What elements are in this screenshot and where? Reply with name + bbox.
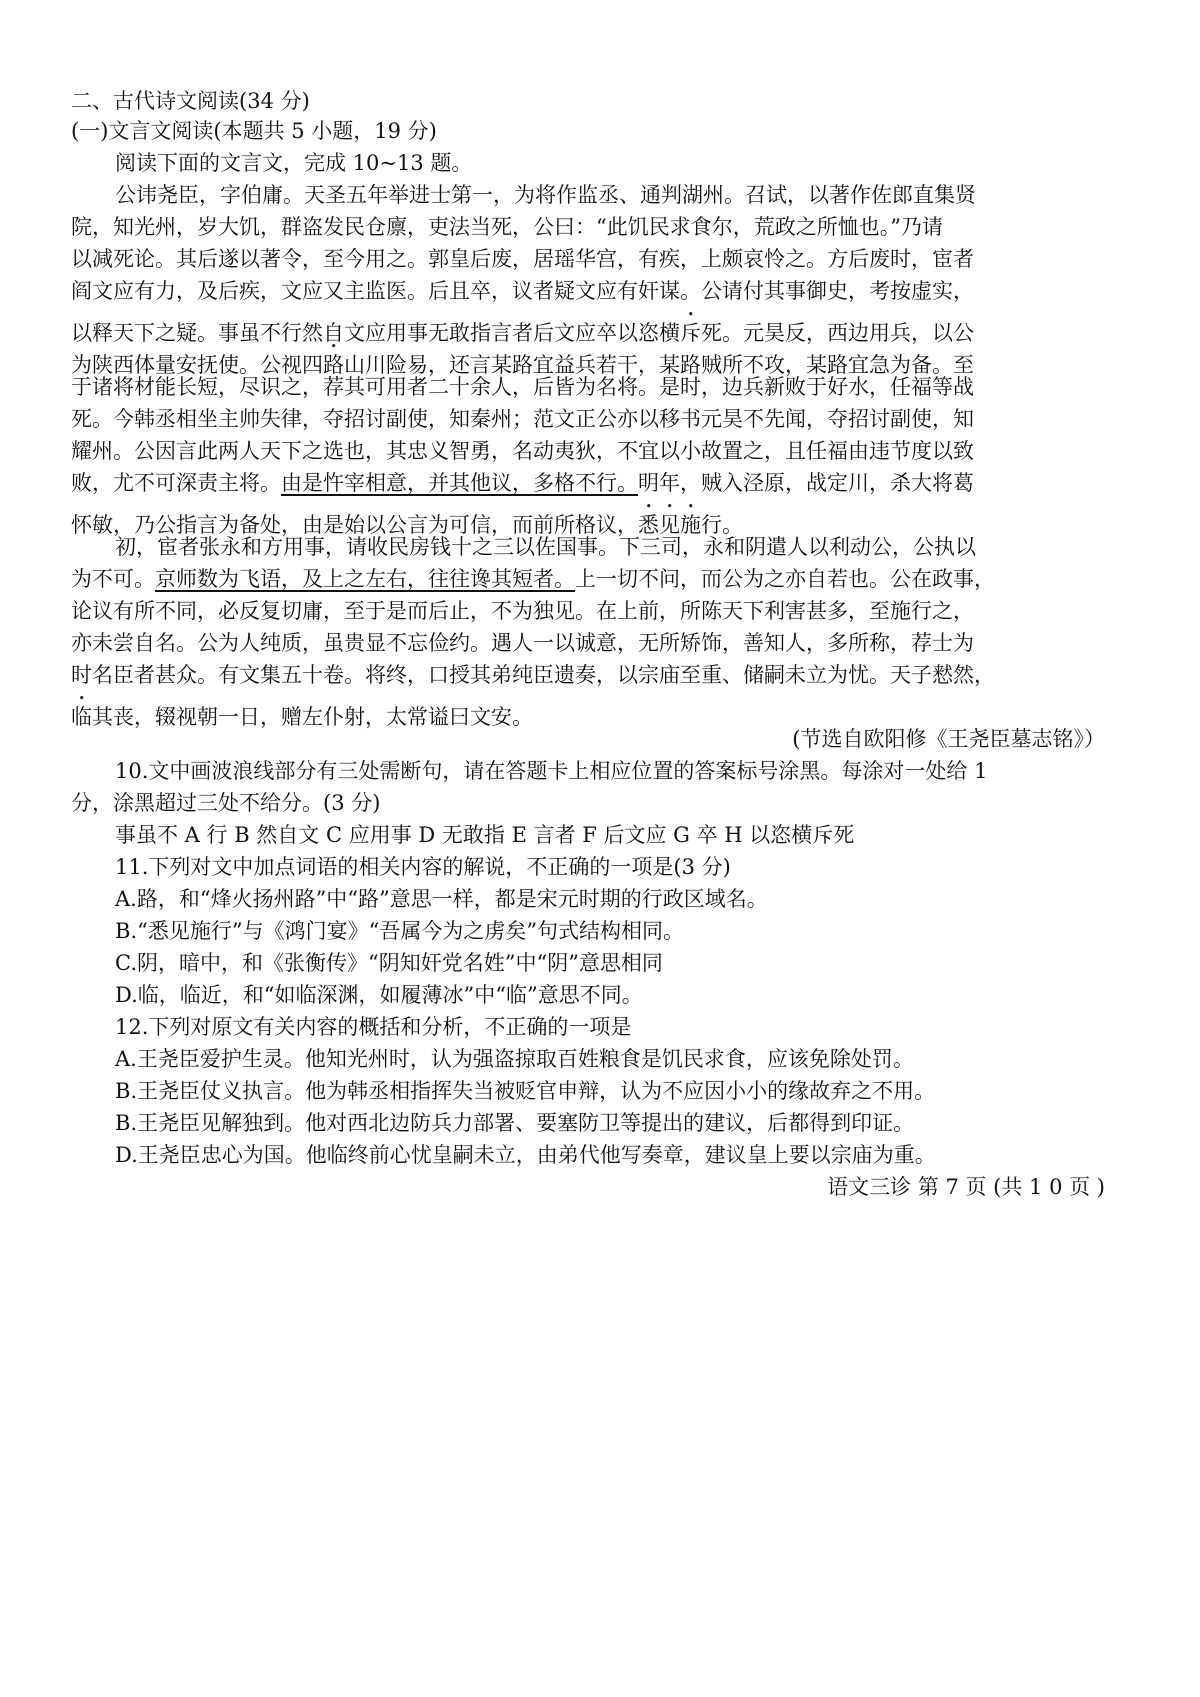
passage-line: 初，宦者张永和方用事，请收民房钱十之三以佐国事。下三司，永和阴遣人以利动公，公执以 [115,535,976,559]
option-d: D.临，临近，和“如临深渊，如履薄冰”中“临”意思不同。 [115,983,643,1007]
passage-line: 公讳尧臣，字伯庸。天圣五年举进士第一，为将作监丞、通判湖州。召试，以著作佐郎直集贤 [115,183,976,207]
passage-line: 论议有所不同，必反复切庸，至于是而后止，不为独见。在上前，所陈天下利害甚多，至施行之， [71,599,974,623]
question-stem: 分，涂黑超过三处不给分。(3 分) [71,791,381,815]
subsection-title: (一)文言文阅读(本题共 5 小题，19 分) [71,119,437,143]
option-c: B.王尧臣见解独到。他对西北边防兵力部署、要塞防卫等提出的建议，后都得到印证。 [115,1111,915,1135]
passage-line: 临其丧，辍视朝一日，赠左仆射，太常谥曰文安。 [71,705,533,729]
question-stem: 11.下列对文中加点词语的相关内容的解说，不正确的一项是(3 分) [115,855,731,879]
page-footer: 语文三诊 第 7 页 (共 1 0 页 ) [827,1175,1105,1199]
wavy-line-sentence: 以释天下之疑。事虽不行然自文应用事无敢指言者后文应卒以恣横 [71,321,680,345]
source-citation: (节选自欧阳修《王尧臣墓志铭》） [792,727,1105,751]
passage-line: 死。今韩丞相坐主帅失律，夺招讨副使，知秦州；范文正公亦以移书元昊不先闻，夺招讨副使，知 [71,407,974,431]
instruction: 阅读下面的文言文，完成 10~13 题。 [115,151,473,175]
passage-line: 于诸将材能长短，尽识之，荐其可用者二十余人，后皆为名将。是时，边兵新败于好水，任福等战 [71,375,974,399]
passage-line: 怀敏，乃公指言为备处，由是始以公言为可信，而前所格议，悉见施行。 [71,513,743,537]
passage-line: 以释天下之疑。事虽不行然自文应用事无敢指言者后文应卒以恣横斥死。元昊反，西边用兵，以公 [71,321,974,345]
passage-line: 阎文应有力，及后疾，文应又主监医。后且卒，议者疑文应有奸谋。公请付其事御史，考按虚实， [71,279,974,303]
underlined-sentence: 京师数为飞语，及上之左右，往往谗其短者。 [155,567,575,591]
underlined-sentence: 由是忤宰相意，并其他议，多格不行。 [281,471,638,495]
question-options: 事虽不 A 行 B 然自文 C 应用事 D 无敢指 E 言者 F 后文应 G 卒 H 以恣横斥死 [115,823,855,847]
question-stem: 12.下列对原文有关内容的概括和分析，不正确的一项是 [115,1015,632,1039]
dotted-word: 路 [323,353,344,377]
passage-line: 为陕西体量安抚使。公视四路山川险易，还言某路宜益兵若干，某路贼所不攻，某路宜急为备。至 [71,353,974,377]
dotted-word: 悉见施 [638,513,701,537]
option-d: D.王尧臣忠心为国。他临终前心忧皇嗣未立，由弟代他写奏章，建议皇上要以宗庙为重。 [115,1143,936,1167]
passage-line: 为不可。京师数为飞语，及上之左右，往往谗其短者。上一切不问，而公为之亦自若也。公在政事， [71,567,995,591]
option-b: B.王尧臣仗义执言。他为韩丞相指挥失当被贬官申辩，认为不应因小小的缘故弃之不用。 [115,1079,936,1103]
option-b: B.“悉见施行”与《鸿门宴》“吾属今为之虏矣”句式结构相同。 [115,919,685,943]
section-title: 二、古代诗文阅读(34 分) [71,89,310,113]
passage-line: 败，尤不可深责主将。由是忤宰相意，并其他议，多格不行。明年，贼入泾原，战定川，杀大将葛 [71,471,974,495]
question-stem: 10.文中画波浪线部分有三处需断句，请在答题卡上相应位置的答案标号涂黑。每涂对一处给 1 [115,759,988,783]
option-a: A.路，和“烽火扬州路”中“路”意思一样，都是宋元时期的行政区域名。 [115,887,768,911]
passage-line: 时名臣者甚众。有文集五十卷。将终，口授其弟纯臣遗奏，以宗庙至重、储嗣未立为忧。天子慭然， [71,663,995,687]
passage-line: 耀州。公因言此两人天下之选也，其忠义智勇，名动夷狄，不宜以小故置之，且任福由违节度以致 [71,439,974,463]
dotted-word: 斥 [680,321,701,345]
option-a: A.王尧臣爱护生灵。他知光州时，认为强盗掠取百姓粮食是饥民求食，应该免除处罚。 [115,1047,914,1071]
passage-line: 以减死论。其后遂以著令，至今用之。郭皇后废，居瑶华宫，有疾，上颇哀怜之。方后废时，宦者 [71,247,974,271]
option-c: C.阴，暗中，和《张衡传》“阴知奸党名姓”中“阴”意思相同 [115,951,663,975]
passage-line: 亦未尝自名。公为人纯质，虽贵显不忘俭约。遇人一以诚意，无所矫饰，善知人，多所称，荐士为 [71,631,974,655]
passage-line: 院，知光州，岁大饥，群盗发民仓廪，吏法当死，公曰：“此饥民求食尔，荒政之所恤也。”乃请 [71,215,943,239]
dotted-word: 临 [71,705,92,729]
